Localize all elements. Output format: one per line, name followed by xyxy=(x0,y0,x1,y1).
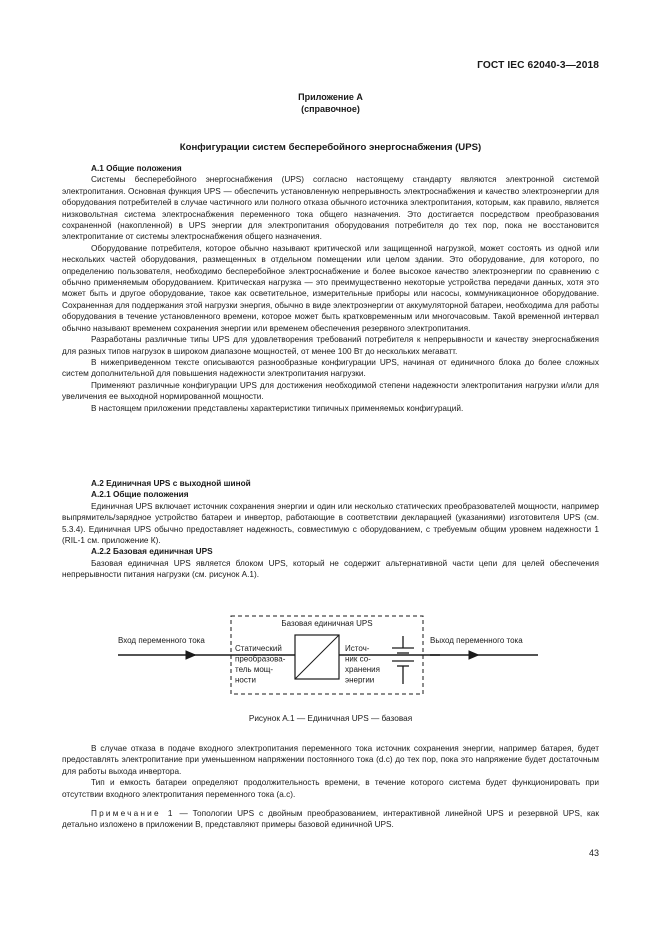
section-after-figure xyxy=(62,743,599,831)
section-a1-heading: А.1 Общие положения xyxy=(91,164,182,173)
note-text: — Топологии UPS с двойным преобразованием, интерактивной линейной UPS и резервной UPS, как детально изложено в приложении В, представляют примеры базовой единичной UPS. xyxy=(62,809,599,830)
paragraph: В случае отказа в подаче входного электропитания переменного тока источник сохранения энергии, например батарея, будет предоставлять электропитание при уменьшенном напряжении постоянного тока (d.c) до тех пор, пока это напряжение будет достаточным для работы выхода инвертора. xyxy=(62,744,599,776)
figure-caption: Рисунок А.1 — Единичная UPS — базовая xyxy=(248,714,413,723)
figure-a1-diagram xyxy=(0,605,661,705)
ups-box-title: Базовая единичная UPS xyxy=(281,619,373,628)
annex-header xyxy=(0,91,661,115)
input-label: Вход переменного тока xyxy=(118,636,205,645)
converter-label: Статический преобразова-тель мощ-ности xyxy=(235,644,286,685)
storage-label: Источ-ник со-хранения энергии xyxy=(345,644,380,685)
paragraph: Оборудование потребителя, которое обычно называют критической или защищенной нагрузкой, может состоять из одной или нескольких частей оборудования, размещенных в отдельном помещении или целом здании. Это оборудование, для которого, по определению пользователя, необходимо бесперебойное электроснабжение и более высокое качество электроэнергии по сравнению с обычно применяемым оборудованием. Критическая нагрузка — это преимущественно некоторые устройства передачи данных, хотя это может быть и другое оборудование, такое как осветительное, измерительные приборы или насосы, коммуникационное оборудование. Сохраненная для поддержания этой нагрузки энергия, обычно в виде электроэнергии от аккумуляторной батареи, необходима для работы оборудования в течение установленного времени, которое может быть кратковременным или многочасовым. Такой временной интервал обычно называют временем сохранения энергии или временем обеспечения резервного электропитания. xyxy=(62,243,599,333)
paragraph: В настоящем приложении представлены характеристики типичных применяемых конфигураций. xyxy=(91,403,464,413)
page-title: Конфигурации систем бесперебойного энергоснабжения (UPS) xyxy=(179,142,482,153)
output-label: Выход переменного тока xyxy=(430,636,523,645)
note-label: Примечание 1 xyxy=(91,809,175,819)
paragraph: Единичная UPS включает источник сохранения энергии и один или несколько статических преобразователей мощности, например выпрямитель/зарядное устройство батареи и инвертор, работающие в соответствии декларацией (указаниями) изготовителя UPS (см. 5.3.4). Единичная UPS обычно предоставляет надежность, совместимую с оборудованием, с требуемым общим уровнем надежности 1 (RIL-1 см. приложение К). xyxy=(62,501,599,546)
paragraph: Разработаны различные типы UPS для удовлетворения требований потребителя к непрерывности и качеству энергоснабжения для разных типов нагрузок в широком диапазоне мощностей, от менее 100 Вт до нескольких мегаватт. xyxy=(62,335,599,356)
section-a2-heading: А.2 Единичная UPS с выходной шиной xyxy=(91,479,251,488)
standard-designation: ГОСТ IEC 62040-3—2018 xyxy=(477,60,599,71)
section-a2 xyxy=(62,478,599,581)
section-a22-heading: А.2.2 Базовая единичная UPS xyxy=(91,547,213,557)
annex-title: Приложение А xyxy=(298,92,363,102)
section-a21-heading: А.2.1 Общие положения xyxy=(91,490,189,500)
paragraph: В нижеприведенном тексте описываются разнообразные конфигурации UPS, начиная от единичного блока до более сложных систем дополнительной для повышения надежности электропитания нагрузки. xyxy=(62,357,599,379)
paragraph: Применяют различные конфигурации UPS для достижения необходимой степени надежности электропитания нагрузки и/или для увеличения ее выходной нормированной мощности. xyxy=(62,380,599,402)
note xyxy=(62,808,599,831)
battery-icon xyxy=(392,636,414,684)
section-a1 xyxy=(62,163,599,414)
paragraph: Системы бесперебойного энергоснабжения (UPS) согласно настоящему стандарту являются электронной системой электропитания. Основная функция UPS — обеспечить установленную непрерывность электроснабжения и качество электроэнергии для оборудования потребителей в случае частичного или полного отказа обычного источника электропитания, которым, как правило, является низковольтная система электроснабжения переменного тока общего назначения. Это достигается посредством преобразования сохраненной (накопленной) в UPS энергии для электропитания оборудования потребителя до тех пор, пока не восстановится электропитание от системы электроснабжения общего назначения. xyxy=(62,175,599,242)
page-number: 43 xyxy=(588,848,599,858)
annex-subtitle: (справочное) xyxy=(301,104,360,114)
paragraph: Тип и емкость батареи определяют продолжительность времени, в течение которого система будет функционировать при отсутствии входного электропитания переменного тока (a.c). xyxy=(62,778,599,799)
paragraph: Базовая единичная UPS является блоком UPS, который не содержит альтернативной части цепи для целей обеспечения непрерывности питания нагрузки (см. рисунок А.1). xyxy=(62,558,599,580)
